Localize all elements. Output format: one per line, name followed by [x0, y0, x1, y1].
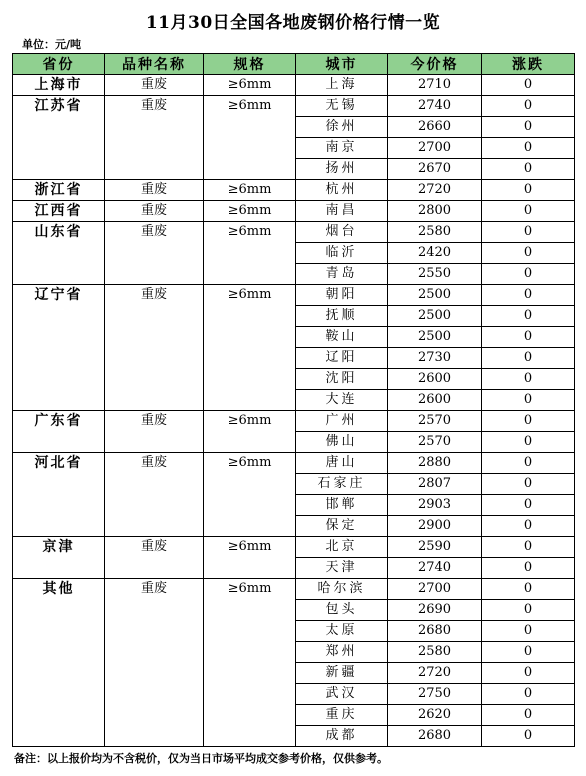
header-variety: 品种名称	[105, 54, 204, 75]
variety-cell: 重废	[105, 453, 204, 537]
price-cell: 2670	[388, 159, 482, 180]
price-cell: 2690	[388, 600, 482, 621]
price-cell: 2807	[388, 474, 482, 495]
header-change: 涨跌	[482, 54, 575, 75]
price-cell: 2700	[388, 579, 482, 600]
variety-cell: 重废	[105, 537, 204, 579]
spec-cell: ≥6mm	[204, 75, 296, 96]
table-row	[13, 222, 575, 243]
city-cell: 朝阳	[296, 285, 388, 306]
price-cell: 2590	[388, 537, 482, 558]
table-row	[13, 579, 575, 600]
price-cell: 2580	[388, 642, 482, 663]
city-cell: 南京	[296, 138, 388, 159]
price-cell: 2600	[388, 390, 482, 411]
change-cell: 0	[482, 474, 575, 495]
city-cell: 青岛	[296, 264, 388, 285]
price-cell: 2700	[388, 138, 482, 159]
table-row	[13, 75, 575, 96]
price-cell: 2800	[388, 201, 482, 222]
variety-cell: 重废	[105, 222, 204, 285]
price-table	[12, 53, 575, 747]
price-cell: 2660	[388, 117, 482, 138]
city-cell: 徐州	[296, 117, 388, 138]
change-cell: 0	[482, 138, 575, 159]
province-cell: 江苏省	[13, 96, 105, 180]
spec-cell: ≥6mm	[204, 96, 296, 180]
change-cell: 0	[482, 432, 575, 453]
city-cell: 石家庄	[296, 474, 388, 495]
city-cell: 天津	[296, 558, 388, 579]
unit-label: 单位：元/吨	[22, 38, 82, 51]
city-cell: 武汉	[296, 684, 388, 705]
price-cell: 2720	[388, 180, 482, 201]
city-cell: 保定	[296, 516, 388, 537]
price-cell: 2680	[388, 726, 482, 747]
header-province: 省份	[13, 54, 105, 75]
price-cell: 2740	[388, 96, 482, 117]
price-cell: 2710	[388, 75, 482, 96]
change-cell: 0	[482, 663, 575, 684]
change-cell: 0	[482, 411, 575, 432]
city-cell: 哈尔滨	[296, 579, 388, 600]
price-cell: 2600	[388, 369, 482, 390]
change-cell: 0	[482, 621, 575, 642]
table-row	[13, 537, 575, 558]
spec-cell: ≥6mm	[204, 579, 296, 747]
change-cell: 0	[482, 516, 575, 537]
city-cell: 扬州	[296, 159, 388, 180]
change-cell: 0	[482, 222, 575, 243]
table-row	[13, 180, 575, 201]
province-cell: 山东省	[13, 222, 105, 285]
change-cell: 0	[482, 705, 575, 726]
city-cell: 太原	[296, 621, 388, 642]
variety-cell: 重废	[105, 75, 204, 96]
city-cell: 杭州	[296, 180, 388, 201]
variety-cell: 重废	[105, 579, 204, 747]
city-cell: 抚顺	[296, 306, 388, 327]
change-cell: 0	[482, 180, 575, 201]
spec-cell: ≥6mm	[204, 180, 296, 201]
price-cell: 2570	[388, 432, 482, 453]
city-cell: 无锡	[296, 96, 388, 117]
city-cell: 邯郸	[296, 495, 388, 516]
city-cell: 重庆	[296, 705, 388, 726]
change-cell: 0	[482, 159, 575, 180]
province-cell: 上海市	[13, 75, 105, 96]
table-row	[13, 411, 575, 432]
change-cell: 0	[482, 201, 575, 222]
city-cell: 上海	[296, 75, 388, 96]
variety-cell: 重废	[105, 411, 204, 453]
table-row	[13, 96, 575, 117]
price-cell: 2580	[388, 222, 482, 243]
price-cell: 2570	[388, 411, 482, 432]
change-cell: 0	[482, 726, 575, 747]
header-city: 城市	[296, 54, 388, 75]
price-cell: 2500	[388, 327, 482, 348]
spec-cell: ≥6mm	[204, 222, 296, 285]
price-cell: 2500	[388, 306, 482, 327]
change-cell: 0	[482, 495, 575, 516]
change-cell: 0	[482, 537, 575, 558]
price-cell: 2720	[388, 663, 482, 684]
city-cell: 包头	[296, 600, 388, 621]
header-price: 今价格	[388, 54, 482, 75]
city-cell: 佛山	[296, 432, 388, 453]
change-cell: 0	[482, 285, 575, 306]
city-cell: 辽阳	[296, 348, 388, 369]
variety-cell: 重废	[105, 96, 204, 180]
price-cell: 2880	[388, 453, 482, 474]
city-cell: 大连	[296, 390, 388, 411]
price-cell: 2903	[388, 495, 482, 516]
province-cell: 江西省	[13, 201, 105, 222]
change-cell: 0	[482, 96, 575, 117]
footnote: 备注：以上报价均为不含税价，仅为当日市场平均成交参考价格，仅供参考。	[14, 752, 388, 765]
header-row	[13, 54, 575, 75]
price-cell: 2900	[388, 516, 482, 537]
change-cell: 0	[482, 348, 575, 369]
city-cell: 烟台	[296, 222, 388, 243]
change-cell: 0	[482, 558, 575, 579]
variety-cell: 重废	[105, 285, 204, 411]
change-cell: 0	[482, 117, 575, 138]
table-row	[13, 201, 575, 222]
province-cell: 浙江省	[13, 180, 105, 201]
spec-cell: ≥6mm	[204, 453, 296, 537]
change-cell: 0	[482, 75, 575, 96]
city-cell: 沈阳	[296, 369, 388, 390]
province-cell: 广东省	[13, 411, 105, 453]
page-title: 11月30日全国各地废钢价格行情一览	[145, 13, 441, 33]
province-cell: 京津	[13, 537, 105, 579]
spec-cell: ≥6mm	[204, 201, 296, 222]
spec-cell: ≥6mm	[204, 285, 296, 411]
price-cell: 2680	[388, 621, 482, 642]
price-cell: 2730	[388, 348, 482, 369]
variety-cell: 重废	[105, 180, 204, 201]
city-cell: 临沂	[296, 243, 388, 264]
city-cell: 成都	[296, 726, 388, 747]
change-cell: 0	[482, 579, 575, 600]
city-cell: 唐山	[296, 453, 388, 474]
city-cell: 北京	[296, 537, 388, 558]
spec-cell: ≥6mm	[204, 537, 296, 579]
change-cell: 0	[482, 642, 575, 663]
change-cell: 0	[482, 327, 575, 348]
price-cell: 2500	[388, 285, 482, 306]
province-cell: 辽宁省	[13, 285, 105, 411]
change-cell: 0	[482, 264, 575, 285]
spec-cell: ≥6mm	[204, 411, 296, 453]
province-cell: 其他	[13, 579, 105, 747]
change-cell: 0	[482, 600, 575, 621]
price-cell: 2620	[388, 705, 482, 726]
change-cell: 0	[482, 684, 575, 705]
table-row	[13, 285, 575, 306]
price-cell: 2750	[388, 684, 482, 705]
change-cell: 0	[482, 369, 575, 390]
city-cell: 郑州	[296, 642, 388, 663]
price-cell: 2550	[388, 264, 482, 285]
change-cell: 0	[482, 306, 575, 327]
change-cell: 0	[482, 390, 575, 411]
change-cell: 0	[482, 243, 575, 264]
province-cell: 河北省	[13, 453, 105, 537]
table-row	[13, 453, 575, 474]
city-cell: 南昌	[296, 201, 388, 222]
city-cell: 广州	[296, 411, 388, 432]
header-spec: 规格	[204, 54, 296, 75]
table-body	[13, 75, 575, 747]
city-cell: 鞍山	[296, 327, 388, 348]
change-cell: 0	[482, 453, 575, 474]
price-cell: 2740	[388, 558, 482, 579]
city-cell: 新疆	[296, 663, 388, 684]
variety-cell: 重废	[105, 201, 204, 222]
price-cell: 2420	[388, 243, 482, 264]
